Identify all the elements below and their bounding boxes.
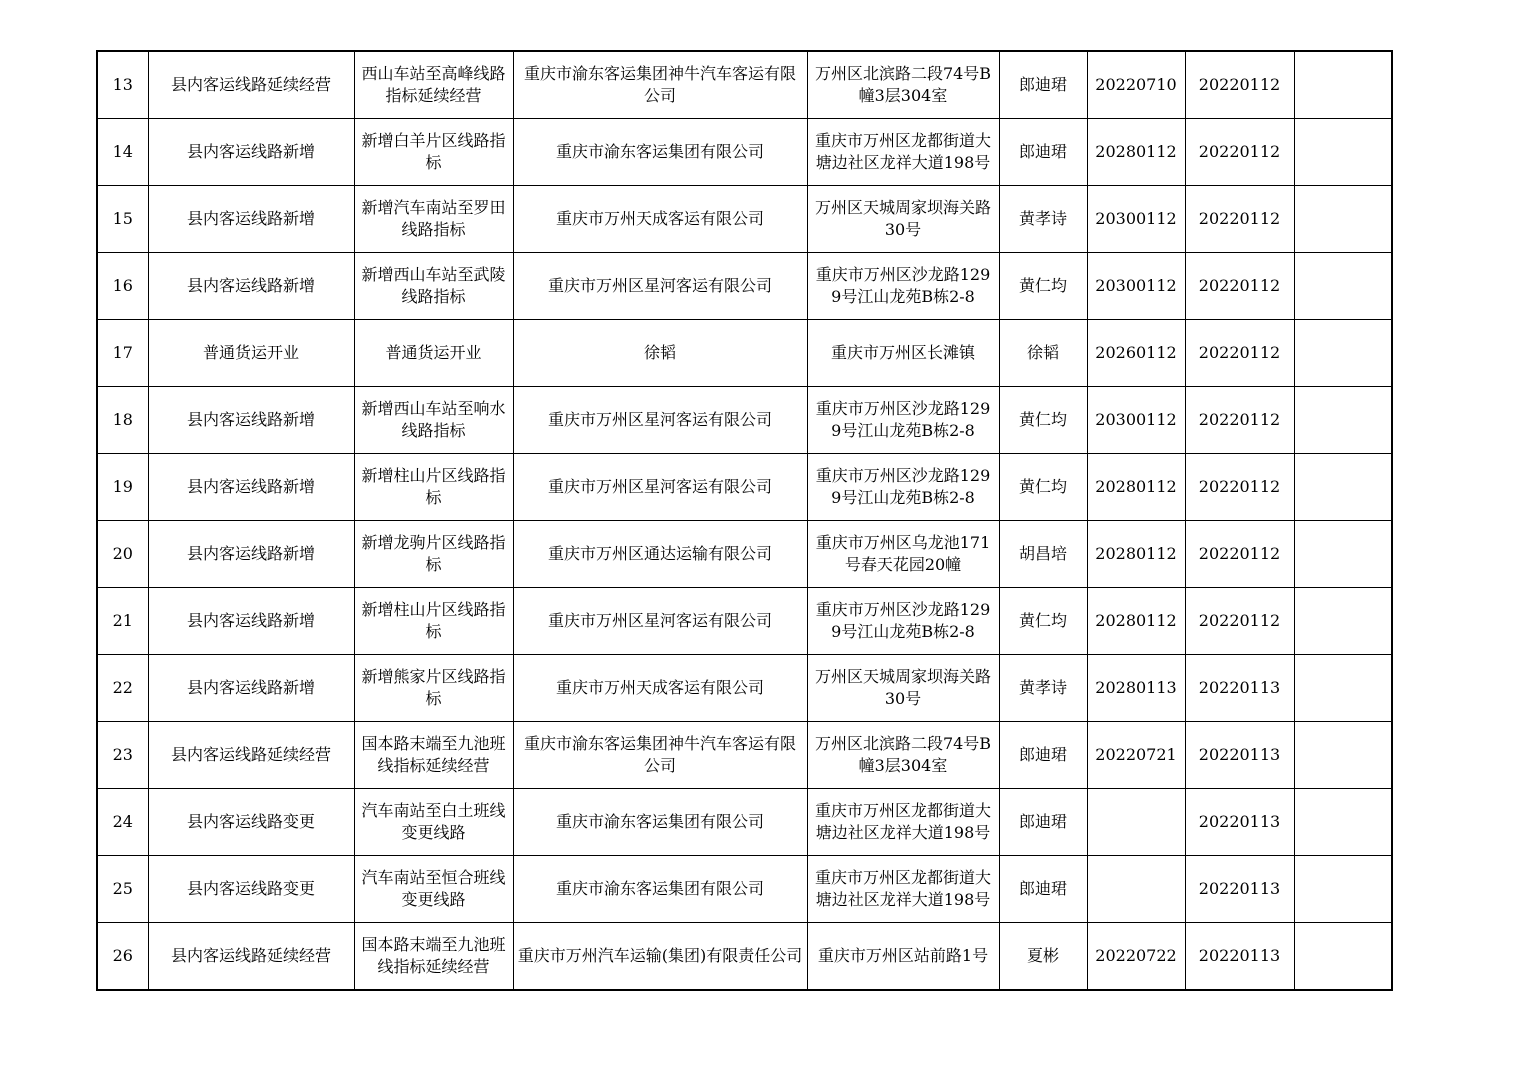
date-cell: 20220112 bbox=[1185, 119, 1294, 186]
note-cell bbox=[1294, 923, 1392, 991]
note-cell bbox=[1294, 119, 1392, 186]
address-cell: 万州区天城周家坝海关路30号 bbox=[807, 655, 999, 722]
person-cell: 徐韬 bbox=[999, 320, 1087, 387]
permit-table bbox=[96, 50, 1393, 991]
company-cell: 重庆市万州区星河客运有限公司 bbox=[513, 387, 807, 454]
item-cell: 西山车站至高峰线路指标延续经营 bbox=[354, 51, 513, 119]
item-cell: 汽车南站至恒合班线变更线路 bbox=[354, 856, 513, 923]
company-cell: 重庆市渝东客运集团有限公司 bbox=[513, 856, 807, 923]
note-cell bbox=[1294, 655, 1392, 722]
valid-until-cell: 20280112 bbox=[1087, 119, 1185, 186]
category-cell: 普通货运开业 bbox=[148, 320, 354, 387]
note-cell bbox=[1294, 856, 1392, 923]
address-cell: 重庆市万州区龙都街道大塘边社区龙祥大道198号 bbox=[807, 856, 999, 923]
date-cell: 20220112 bbox=[1185, 51, 1294, 119]
table-row bbox=[97, 387, 1392, 454]
item-cell: 新增西山车站至武陵线路指标 bbox=[354, 253, 513, 320]
item-cell: 国本路末端至九池班线指标延续经营 bbox=[354, 722, 513, 789]
category-cell: 县内客运线路新增 bbox=[148, 186, 354, 253]
person-cell: 黄仁均 bbox=[999, 253, 1087, 320]
company-cell: 重庆市万州汽车运输(集团)有限责任公司 bbox=[513, 923, 807, 991]
item-cell: 普通货运开业 bbox=[354, 320, 513, 387]
date-cell: 20220113 bbox=[1185, 655, 1294, 722]
address-cell: 万州区北滨路二段74号B幢3层304室 bbox=[807, 722, 999, 789]
address-cell: 重庆市万州区沙龙路1299号江山龙苑B栋2-8 bbox=[807, 454, 999, 521]
table-row bbox=[97, 454, 1392, 521]
valid-until-cell: 20280112 bbox=[1087, 588, 1185, 655]
table-row bbox=[97, 588, 1392, 655]
category-cell: 县内客运线路变更 bbox=[148, 856, 354, 923]
table-row bbox=[97, 722, 1392, 789]
valid-until-cell: 20260112 bbox=[1087, 320, 1185, 387]
category-cell: 县内客运线路延续经营 bbox=[148, 51, 354, 119]
date-cell: 20220112 bbox=[1185, 253, 1294, 320]
table-row bbox=[97, 253, 1392, 320]
row-number-cell: 25 bbox=[97, 856, 148, 923]
address-cell: 重庆市万州区沙龙路1299号江山龙苑B栋2-8 bbox=[807, 387, 999, 454]
company-cell: 徐韬 bbox=[513, 320, 807, 387]
person-cell: 郎迪珺 bbox=[999, 51, 1087, 119]
address-cell: 重庆市万州区龙都街道大塘边社区龙祥大道198号 bbox=[807, 119, 999, 186]
person-cell: 胡昌培 bbox=[999, 521, 1087, 588]
table-body bbox=[97, 51, 1392, 990]
item-cell: 新增熊家片区线路指标 bbox=[354, 655, 513, 722]
category-cell: 县内客运线路变更 bbox=[148, 789, 354, 856]
category-cell: 县内客运线路新增 bbox=[148, 387, 354, 454]
valid-until-cell bbox=[1087, 789, 1185, 856]
company-cell: 重庆市万州区通达运输有限公司 bbox=[513, 521, 807, 588]
note-cell bbox=[1294, 387, 1392, 454]
date-cell: 20220113 bbox=[1185, 923, 1294, 991]
valid-until-cell: 20220722 bbox=[1087, 923, 1185, 991]
address-cell: 万州区北滨路二段74号B幢3层304室 bbox=[807, 51, 999, 119]
address-cell: 重庆市万州区站前路1号 bbox=[807, 923, 999, 991]
valid-until-cell: 20300112 bbox=[1087, 253, 1185, 320]
row-number-cell: 23 bbox=[97, 722, 148, 789]
date-cell: 20220113 bbox=[1185, 789, 1294, 856]
row-number-cell: 18 bbox=[97, 387, 148, 454]
valid-until-cell: 20300112 bbox=[1087, 387, 1185, 454]
person-cell: 黄仁均 bbox=[999, 387, 1087, 454]
row-number-cell: 20 bbox=[97, 521, 148, 588]
company-cell: 重庆市万州区星河客运有限公司 bbox=[513, 588, 807, 655]
table-row bbox=[97, 186, 1392, 253]
table-row bbox=[97, 119, 1392, 186]
item-cell: 新增龙驹片区线路指标 bbox=[354, 521, 513, 588]
valid-until-cell: 20280112 bbox=[1087, 454, 1185, 521]
person-cell: 黄孝诗 bbox=[999, 655, 1087, 722]
person-cell: 郎迪珺 bbox=[999, 789, 1087, 856]
item-cell: 新增汽车南站至罗田线路指标 bbox=[354, 186, 513, 253]
valid-until-cell bbox=[1087, 856, 1185, 923]
item-cell: 国本路末端至九池班线指标延续经营 bbox=[354, 923, 513, 991]
address-cell: 万州区天城周家坝海关路30号 bbox=[807, 186, 999, 253]
row-number-cell: 26 bbox=[97, 923, 148, 991]
table-row bbox=[97, 655, 1392, 722]
date-cell: 20220112 bbox=[1185, 320, 1294, 387]
row-number-cell: 16 bbox=[97, 253, 148, 320]
note-cell bbox=[1294, 320, 1392, 387]
valid-until-cell: 20220710 bbox=[1087, 51, 1185, 119]
company-cell: 重庆市渝东客运集团神牛汽车客运有限公司 bbox=[513, 722, 807, 789]
note-cell bbox=[1294, 521, 1392, 588]
person-cell: 黄仁均 bbox=[999, 454, 1087, 521]
address-cell: 重庆市万州区沙龙路1299号江山龙苑B栋2-8 bbox=[807, 588, 999, 655]
note-cell bbox=[1294, 51, 1392, 119]
table-row bbox=[97, 320, 1392, 387]
address-cell: 重庆市万州区龙都街道大塘边社区龙祥大道198号 bbox=[807, 789, 999, 856]
person-cell: 郎迪珺 bbox=[999, 119, 1087, 186]
note-cell bbox=[1294, 588, 1392, 655]
row-number-cell: 15 bbox=[97, 186, 148, 253]
person-cell: 郎迪珺 bbox=[999, 856, 1087, 923]
item-cell: 汽车南站至白土班线变更线路 bbox=[354, 789, 513, 856]
valid-until-cell: 20280113 bbox=[1087, 655, 1185, 722]
table-row bbox=[97, 521, 1392, 588]
category-cell: 县内客运线路新增 bbox=[148, 454, 354, 521]
note-cell bbox=[1294, 253, 1392, 320]
date-cell: 20220112 bbox=[1185, 186, 1294, 253]
note-cell bbox=[1294, 186, 1392, 253]
category-cell: 县内客运线路延续经营 bbox=[148, 722, 354, 789]
item-cell: 新增西山车站至响水线路指标 bbox=[354, 387, 513, 454]
address-cell: 重庆市万州区乌龙池171号春天花园20幢 bbox=[807, 521, 999, 588]
person-cell: 郎迪珺 bbox=[999, 722, 1087, 789]
category-cell: 县内客运线路新增 bbox=[148, 253, 354, 320]
item-cell: 新增白羊片区线路指标 bbox=[354, 119, 513, 186]
person-cell: 夏彬 bbox=[999, 923, 1087, 991]
date-cell: 20220112 bbox=[1185, 521, 1294, 588]
table-row bbox=[97, 51, 1392, 119]
item-cell: 新增柱山片区线路指标 bbox=[354, 588, 513, 655]
table-row bbox=[97, 856, 1392, 923]
date-cell: 20220112 bbox=[1185, 454, 1294, 521]
valid-until-cell: 20220721 bbox=[1087, 722, 1185, 789]
item-cell: 新增柱山片区线路指标 bbox=[354, 454, 513, 521]
person-cell: 黄孝诗 bbox=[999, 186, 1087, 253]
address-cell: 重庆市万州区长滩镇 bbox=[807, 320, 999, 387]
table-row bbox=[97, 923, 1392, 991]
date-cell: 20220112 bbox=[1185, 588, 1294, 655]
date-cell: 20220113 bbox=[1185, 722, 1294, 789]
note-cell bbox=[1294, 789, 1392, 856]
table-row bbox=[97, 789, 1392, 856]
row-number-cell: 22 bbox=[97, 655, 148, 722]
company-cell: 重庆市渝东客运集团有限公司 bbox=[513, 789, 807, 856]
note-cell bbox=[1294, 722, 1392, 789]
note-cell bbox=[1294, 454, 1392, 521]
row-number-cell: 24 bbox=[97, 789, 148, 856]
row-number-cell: 17 bbox=[97, 320, 148, 387]
company-cell: 重庆市渝东客运集团有限公司 bbox=[513, 119, 807, 186]
row-number-cell: 19 bbox=[97, 454, 148, 521]
person-cell: 黄仁均 bbox=[999, 588, 1087, 655]
date-cell: 20220113 bbox=[1185, 856, 1294, 923]
category-cell: 县内客运线路新增 bbox=[148, 521, 354, 588]
valid-until-cell: 20280112 bbox=[1087, 521, 1185, 588]
company-cell: 重庆市渝东客运集团神牛汽车客运有限公司 bbox=[513, 51, 807, 119]
row-number-cell: 13 bbox=[97, 51, 148, 119]
category-cell: 县内客运线路新增 bbox=[148, 119, 354, 186]
company-cell: 重庆市万州区星河客运有限公司 bbox=[513, 454, 807, 521]
company-cell: 重庆市万州区星河客运有限公司 bbox=[513, 253, 807, 320]
row-number-cell: 21 bbox=[97, 588, 148, 655]
date-cell: 20220112 bbox=[1185, 387, 1294, 454]
address-cell: 重庆市万州区沙龙路1299号江山龙苑B栋2-8 bbox=[807, 253, 999, 320]
valid-until-cell: 20300112 bbox=[1087, 186, 1185, 253]
category-cell: 县内客运线路延续经营 bbox=[148, 923, 354, 991]
category-cell: 县内客运线路新增 bbox=[148, 655, 354, 722]
company-cell: 重庆市万州天成客运有限公司 bbox=[513, 186, 807, 253]
row-number-cell: 14 bbox=[97, 119, 148, 186]
company-cell: 重庆市万州天成客运有限公司 bbox=[513, 655, 807, 722]
category-cell: 县内客运线路新增 bbox=[148, 588, 354, 655]
